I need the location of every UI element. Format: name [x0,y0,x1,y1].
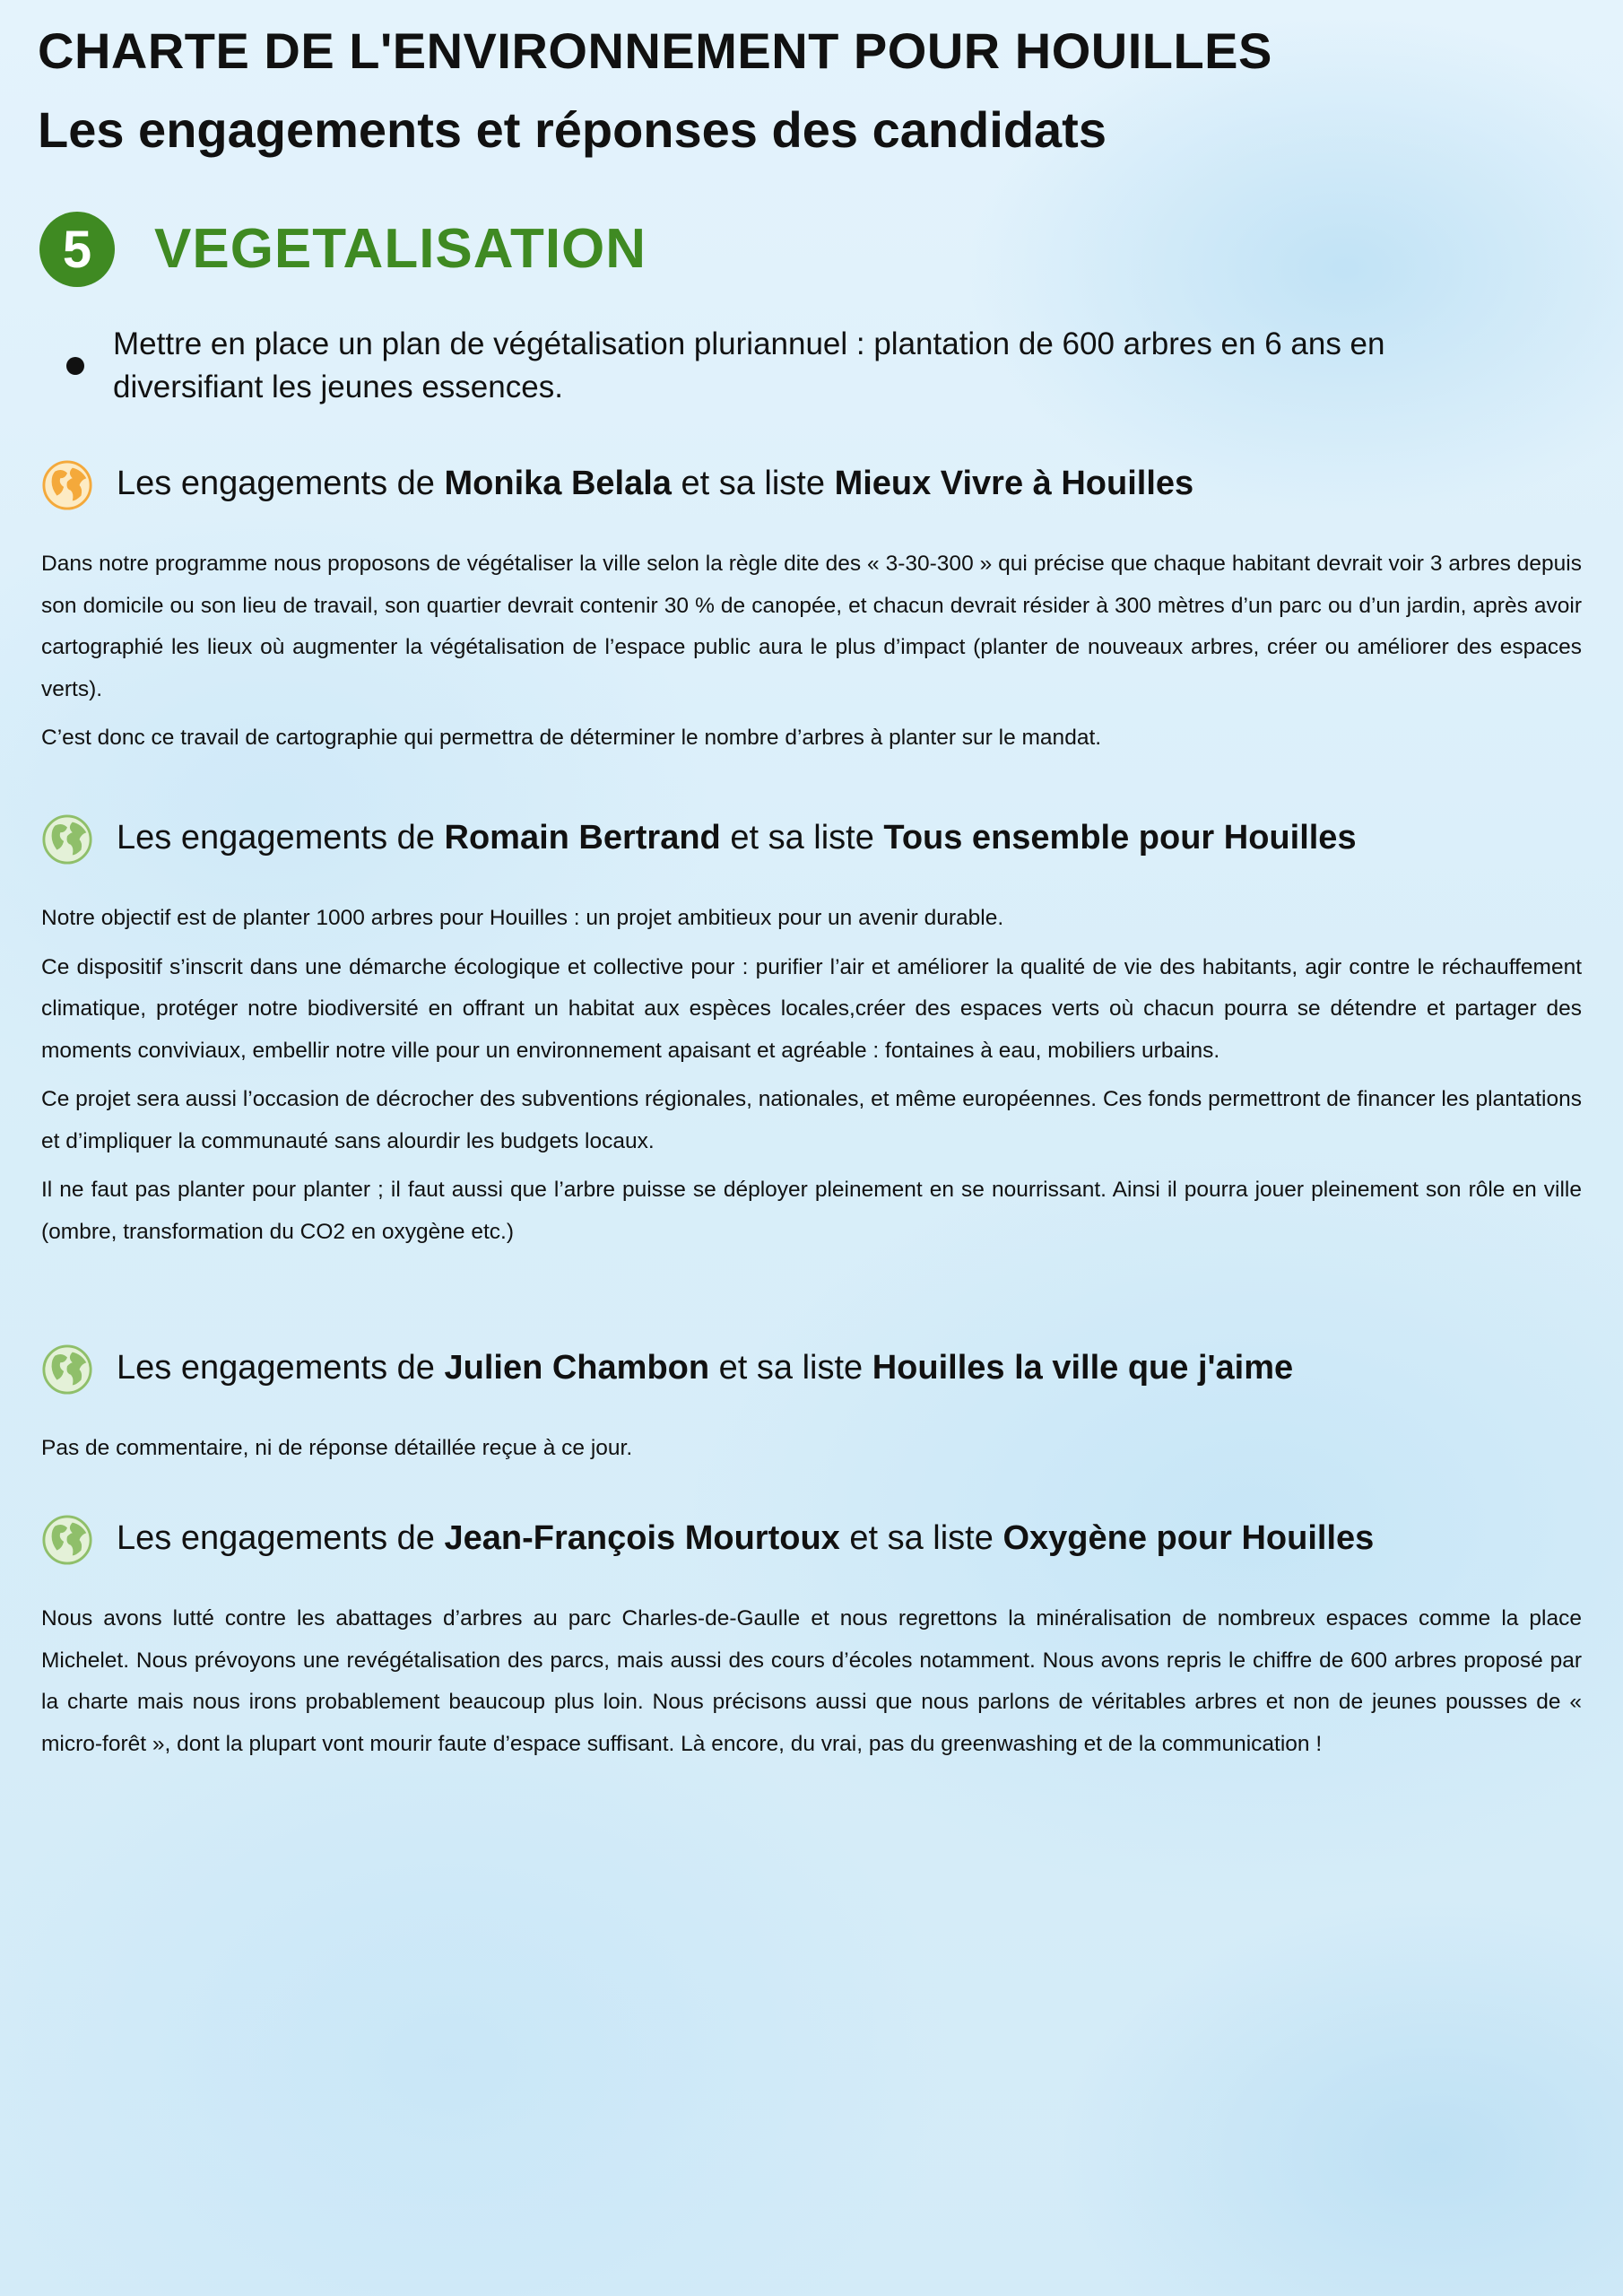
candidate-response [41,544,1582,760]
candidate-title: Les engagements de Jean-François Mourtoux et sa liste Oxygène pour Houilles [117,1519,1375,1557]
candidate-heading [41,1340,1582,1403]
candidate-response [41,1428,1582,1470]
response-paragraph: Ce projet sera aussi l’occasion de décrocher des subventions régionales, nationales, et même européennes. Ces fonds permettront de financer les plantations et d’impliquer la communauté sans alourdir les budgets locaux. [41,1087,1582,1153]
candidate-list: Tous ensemble pour Houilles [883,819,1357,857]
candidate-title: Les engagements de Monika Belala et sa liste Mieux Vivre à Houilles [117,465,1194,502]
globe-green-icon [41,1514,93,1566]
section-title: VEGETALISATION [154,218,647,280]
response-paragraph: Pas de commentaire, ni de réponse détaillée reçue à ce jour. [41,1436,633,1460]
candidate-block-belala [41,456,1582,767]
globe-green-icon [41,1344,93,1396]
response-paragraph: Notre objectif est de planter 1000 arbres pour Houilles : un projet ambitieux pour un avenir durable. [41,906,1004,930]
page-subtitle: Les engagements et réponses des candidats [38,101,1107,158]
candidate-heading [41,810,1582,873]
candidate-title: Les engagements de Romain Bertrand et sa liste Tous ensemble pour Houilles [117,819,1357,857]
candidate-list: Houilles la ville que j'aime [872,1349,1294,1387]
candidate-name: Julien Chambon [444,1349,710,1387]
globe-green-icon [41,813,93,865]
globe-orange-icon [41,459,93,511]
candidate-name: Romain Bertrand [444,819,721,857]
candidate-name: Monika Belala [444,465,672,502]
candidate-heading [41,1510,1582,1573]
candidate-heading [41,456,1582,518]
response-paragraph: Dans notre programme nous proposons de végétaliser la ville selon la règle dite des « 3-30-300 » qui précise que chaque habitant devrait voir 3 arbres depuis son domicile ou son lieu de travail, son quartier devrait contenir 30 % de canopée, et chacun devrait résider à 300 mètres d’un parc ou d’un jardin, après avoir cartographié les lieux où augmenter la végétalisation de l’espace public aura le plus d’impact (planter de nouveaux arbres, créer ou améliorer des espaces verts). [41,552,1582,701]
candidate-block-bertrand [41,810,1582,1260]
candidate-list: Oxygène pour Houilles [1002,1519,1375,1557]
candidate-list: Mieux Vivre à Houilles [834,465,1194,502]
candidate-title: Les engagements de Julien Chambon et sa liste Houilles la ville que j'aime [117,1349,1294,1387]
candidate-block-chambon [41,1340,1582,1477]
candidate-response [41,1598,1582,1765]
section-number-badge: 5 [39,212,115,287]
candidate-response [41,898,1582,1253]
candidate-block-mourtoux [41,1510,1582,1772]
objective-text: Mettre en place un plan de végétalisation pluriannuel : plantation de 600 arbres en 6 ans en diversifiant les jeunes essences. [113,326,1385,404]
page-title: CHARTE DE L'ENVIRONNEMENT POUR HOUILLES [38,22,1272,79]
response-paragraph: Ce dispositif s’inscrit dans une démarche écologique et collective pour : purifier l’air et améliorer la qualité de vie des habitants, agir contre le réchauffement climatique, protéger notre biodiversité en offrant un habitat aux espèces locales,créer des espaces verts où chacun pourra se détendre et partager des moments conviviaux, embellir notre ville pour un environnement apaisant et agréable : fontaines à eau, mobiliers urbains. [41,954,1582,1063]
candidate-name: Jean-François Mourtoux [444,1519,840,1557]
response-paragraph: Nous avons lutté contre les abattages d’arbres au parc Charles-de-Gaulle et nous regrettons la minéralisation de nombreux espaces comme la place Michelet. Nous prévoyons une revégétalisation des parcs, mais aussi des cours d’écoles notamment. Nous avons repris le chiffre de 600 arbres proposé par la charte mais nous irons probablement beaucoup plus loin. Nous précisons aussi que nous parlons de véritables arbres et non de jeunes pousses de « micro-forêt », dont la plupart vont mourir faute d’espace suffisant. Là encore, du vrai, pas du greenwashing et de la communication ! [41,1606,1582,1756]
response-paragraph: Il ne faut pas planter pour planter ; il faut aussi que l’arbre puisse se déployer pleinement en se nourrissant. Ainsi il pourra jouer pleinement son rôle en ville (ombre, transformation du CO2 en oxygène etc.) [41,1178,1582,1244]
bullet-icon [66,357,84,375]
response-paragraph: C’est donc ce travail de cartographie qui permettra de déterminer le nombre d’arbres à planter sur le mandat. [41,726,1102,750]
